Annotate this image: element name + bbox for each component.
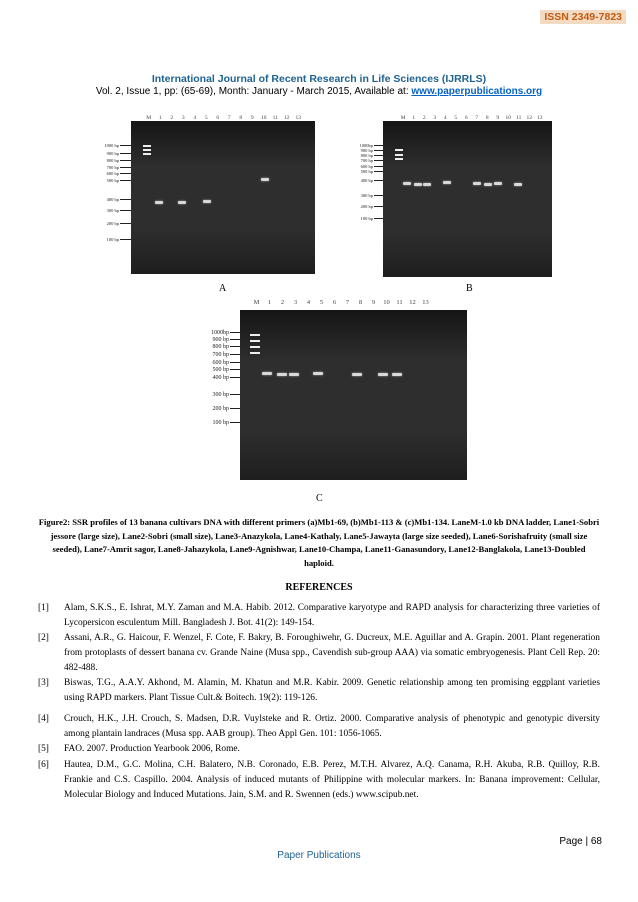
reference-item [38,601,600,631]
volume-line [0,86,638,97]
ladder-label: 500 bp [361,170,388,175]
lane-number: 4 [306,299,311,306]
ladder-label: 400 bp [107,198,134,203]
lane-number: 4 [443,115,447,121]
panel-a-label: A [219,283,227,294]
journal-title: International Journal of Recent Research in Life Sciences (IJRRLS) [151,73,487,85]
ladder-label: 700 bp [107,166,134,171]
ladder-label: 200 bp [213,406,245,412]
reference-text: Biswas, T.G., A.A.Y. Akhond, M. Alamin, M. Khatun and M.R. Kabir. 2009. Genetic relationship among ten promising eggplant varieties using RAPD markers. Plant Tissue Cult.& Boitech. 19(2): 119-126. [64,678,600,704]
reference-item [38,758,600,804]
panel-c-label: C [316,493,323,504]
ladder-label: 100 bp [361,217,388,222]
gel-image-a [131,121,315,274]
lane-number: 2 [422,115,426,121]
ladder-label: 600 bp [107,172,134,177]
lane-number: 9 [496,115,500,121]
lane-number: 11 [272,115,278,121]
lane-number: 10 [505,115,511,121]
lane-number: 1 [267,299,272,306]
ladder-label: 800 bp [213,344,245,350]
ladder-label: 600 bp [213,360,245,366]
ladder-label: 800 bp [361,154,388,159]
panel-b-label: B [466,283,473,294]
lane-number: M [146,115,152,121]
reference-number: [5] [38,744,49,754]
reference-number: [6] [38,760,49,770]
lane-number: 7 [475,115,479,121]
reference-item [38,712,600,742]
lane-number: 6 [464,115,468,121]
ladder-label: 400 bp [361,179,388,184]
ladder-label: 100 bp [107,238,134,243]
ladder-label: 100 bp [213,420,245,426]
lane-number: 13 [422,299,429,306]
ladder-label: 700 bp [213,352,245,358]
reference-item [38,676,600,706]
ladder-label: 200 bp [107,222,134,227]
lane-number: 4 [193,115,197,121]
lane-number: 12 [284,115,290,121]
panel-c-lane-numbers [250,299,432,306]
ladder-label: 300 bp [361,194,388,199]
lane-number: 1 [412,115,416,121]
ladder-label: 1000bp [360,144,389,149]
ladder-label: 500 bp [107,179,134,184]
reference-text: Hautea, D.M., G.C. Molina, C.H. Balatero, N.B. Coronado, E.B. Perez, M.T.H. Alvarez, A.Q. Canama, R.H. Akuba, R.B. Quilloy, R.B. Frankie and C.S. Caspillo. 2004. Analysis of induced mutants of Philippine with molecular markers. In: Banana improvement: Cellular, Molecular Biology and Induced Mutations. Jain, S.M. and R. Swennen (eds.) www.scipub.net. [64,760,600,801]
volume-text: Vol. 2, Issue 1, pp: (65-69), Month: January - March 2015, Available at: [95,86,412,97]
lane-number: 12 [409,299,416,306]
reference-number: [4] [38,714,49,724]
references-heading: REFERENCES [285,582,353,593]
ladder-label: 1000bp [211,330,244,336]
publisher-footer: Paper Publications [277,850,361,861]
lane-number: 6 [216,115,220,121]
ladder-label: 500 bp [213,367,245,373]
reference-number: [1] [38,603,49,613]
lane-number: 6 [332,299,337,306]
lane-number: 2 [170,115,174,121]
reference-text: Crouch, H.K., J.H. Crouch, S. Madsen, D.R. Vuylsteke and R. Ortiz. 2000. Comparative analysis of phenotypic and genotypic diversity among plantain landraces (Musa spp. AAB group). Theo Appl Gen. 101: 1056-1065. [64,714,600,740]
website-link[interactable]: www.paperpublications.org [411,86,543,97]
lane-number: 13 [537,115,543,121]
lane-number: 3 [293,299,298,306]
lane-number: 3 [433,115,437,121]
lane-number: 12 [526,115,532,121]
ladder-label: 900 bp [107,152,134,157]
lane-number: 1 [158,115,162,121]
lane-number: 11 [516,115,522,121]
lane-number: 11 [396,299,403,306]
gel-image-b [383,121,552,277]
lane-number: 7 [345,299,350,306]
lane-number: 9 [250,115,254,121]
ladder-label: 700 bp [361,159,388,164]
panel-b-ladder-labels [336,144,388,234]
gel-image-c [240,310,467,480]
ladder-label: 900 bp [213,337,245,343]
panel-a-ladder-labels [86,140,134,250]
ladder-label: 200 bp [361,205,388,210]
lane-number: 3 [181,115,185,121]
lane-number: 10 [383,299,390,306]
ladder-label: 300 bp [107,209,134,214]
reference-number: [3] [38,678,49,688]
ladder-label: 800 bp [107,159,134,164]
lane-number: 5 [319,299,324,306]
reference-item [38,742,600,757]
ladder-label: 600 bp [361,165,388,170]
reference-text: Assani, A.R., G. Haicour, F. Wenzel, F. Cote, F. Bakry, B. Foroughiwehr, G. Ducreux, M.E. Aguillar and A. Grapin. 2001. Plant regeneration from protoplasts of dessert banana cv. Grande Naine (Musa spp., Cavendish sub-group AAA) via somatic embryogenesis. Plant Cell Rep. 20: 482-488. [64,633,600,674]
ladder-label: 300 bp [213,392,245,398]
ladder-label: 400 bp [213,375,245,381]
lane-number: 10 [261,115,267,121]
lane-number: 13 [295,115,301,121]
reference-item [38,631,600,677]
reference-text: FAO. 2007. Production Yearbook 2006, Rome. [64,744,240,754]
lane-number: 2 [280,299,285,306]
lane-number: 7 [227,115,231,121]
lane-number: 9 [371,299,376,306]
figure-caption: Figure2: SSR profiles of 13 banana cultivars DNA with different primers (a)Mb1-69, (b)Mb1-113 & (c)Mb1-134. LaneM-1.0 kb DNA ladder, Lane1-Sobri jessore (large size), Lane2-Sobri (small size), Lane3-Anazykola, Lane4-Kathaly, Lane5-Jawayta (large size seeded), Lane6-Sorishafruity (small size seeded), Lane7-Amrit sagor, Lane8-Jahazykola, Lane9-Agnishwar, Lane10-Champa, Lane11-Ganasundory, Lane12-Banglakola, Lane13-Doubled haploid. [38,517,600,568]
ladder-label: 1000 bp [104,144,134,149]
lane-number: 8 [485,115,489,121]
reference-number: [2] [38,633,49,643]
lane-number: 5 [204,115,208,121]
lane-number: M [400,115,406,121]
issn-badge: ISSN 2349-7823 [540,10,626,24]
lane-number: 8 [239,115,243,121]
ladder-label: 900 bp [361,149,388,154]
page-number: Page | 68 [559,836,602,847]
panel-c-ladder-labels [186,330,244,430]
lane-number: 5 [454,115,458,121]
lane-number: 8 [358,299,363,306]
reference-text: Alam, S.K.S., E. Ishrat, M.Y. Zaman and M.A. Habib. 2012. Comparative karyotype and RAPD analysis for characterizing three varieties of Lycopersicon esculentum Mill. Bangladesh J. Bot. 41(2): 149-154. [64,603,600,629]
lane-number: M [253,299,260,306]
